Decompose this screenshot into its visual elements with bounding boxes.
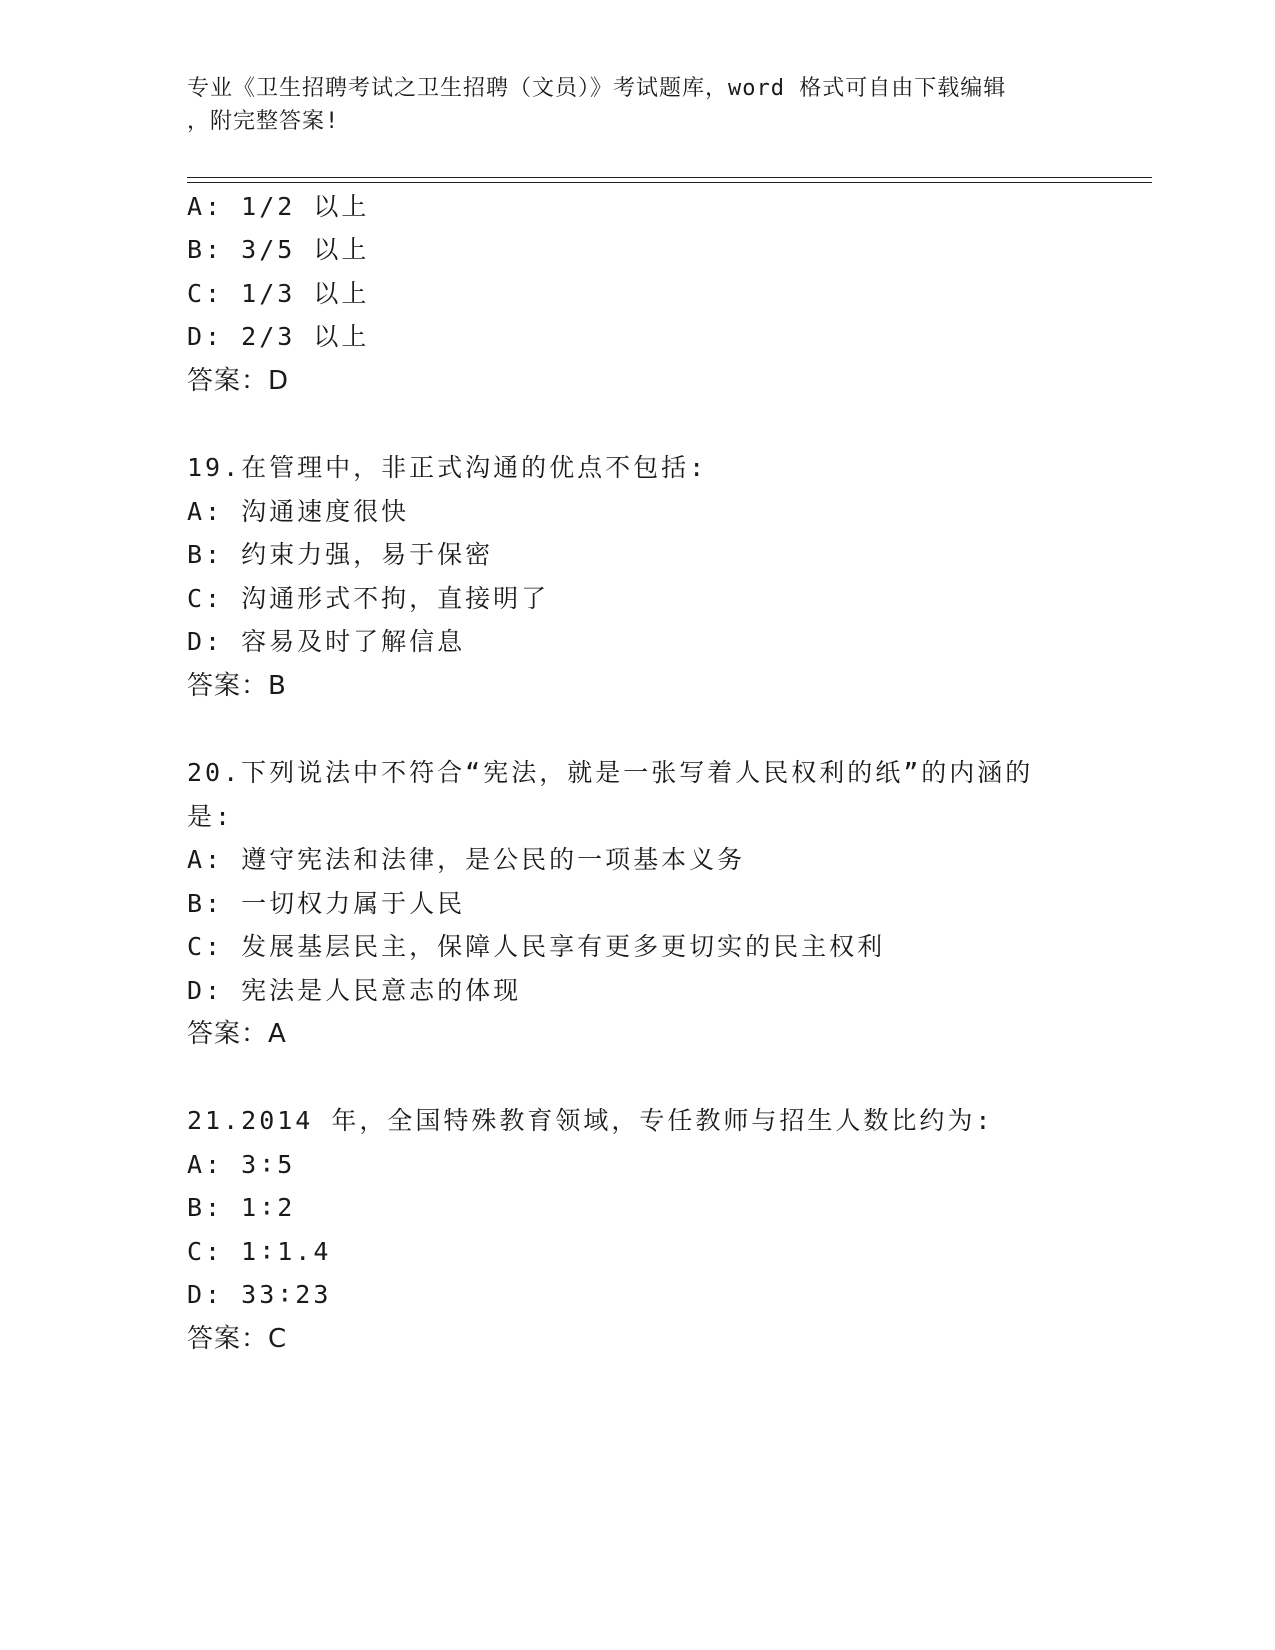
q19-option-a: A: 沟通速度很快 <box>187 497 410 526</box>
q19-option-c: C: 沟通形式不拘，直接明了 <box>187 584 550 613</box>
q21-option-a: A: 3∶5 <box>187 1150 296 1179</box>
header-divider-bottom <box>187 182 1152 183</box>
q20-option-b: B: 一切权力属于人民 <box>187 889 466 918</box>
q20-option-c: C: 发展基层民主，保障人民享有更多更切实的民主权利 <box>187 932 886 961</box>
q18-answer: 答案：D <box>187 366 290 396</box>
header-divider-top <box>187 177 1152 178</box>
q19-option-d: D: 容易及时了解信息 <box>187 627 466 656</box>
q20-answer: 答案：A <box>187 1019 287 1049</box>
q19-answer: 答案：B <box>187 671 287 701</box>
q19-question: 19.在管理中，非正式沟通的优点不包括: <box>187 453 708 482</box>
q21-question: 21.2014 年，全国特殊教育领域，专任教师与招生人数比约为: <box>187 1106 994 1135</box>
q18-option-d: D: 2/3 以上 <box>187 322 370 351</box>
q18-option-a: A: 1/2 以上 <box>187 192 370 221</box>
q21-option-d: D: 33∶23 <box>187 1280 332 1309</box>
q18-option-c: C: 1/3 以上 <box>187 279 370 308</box>
header-line-1: 专业《卫生招聘考试之卫生招聘（文员）》考试题库，word 格式可自由下载编辑 <box>187 76 1007 101</box>
q20-option-d: D: 宪法是人民意志的体现 <box>187 976 522 1005</box>
header-line-2: ，附完整答案! <box>187 109 340 134</box>
q19-option-b: B: 约束力强，易于保密 <box>187 540 494 569</box>
q21-option-b: B: 1∶2 <box>187 1193 296 1222</box>
q20-question-line-2: 是: <box>187 802 234 831</box>
q20-question-line-1: 20.下列说法中不符合“宪法，就是一张写着人民权利的纸”的内涵的 <box>187 758 1034 787</box>
document-header <box>187 72 1067 138</box>
q18-option-b: B: 3/5 以上 <box>187 235 370 264</box>
q21-answer: 答案：C <box>187 1324 288 1354</box>
q20-option-a: A: 遵守宪法和法律，是公民的一项基本义务 <box>187 845 746 874</box>
q21-option-c: C: 1∶1.4 <box>187 1237 332 1266</box>
